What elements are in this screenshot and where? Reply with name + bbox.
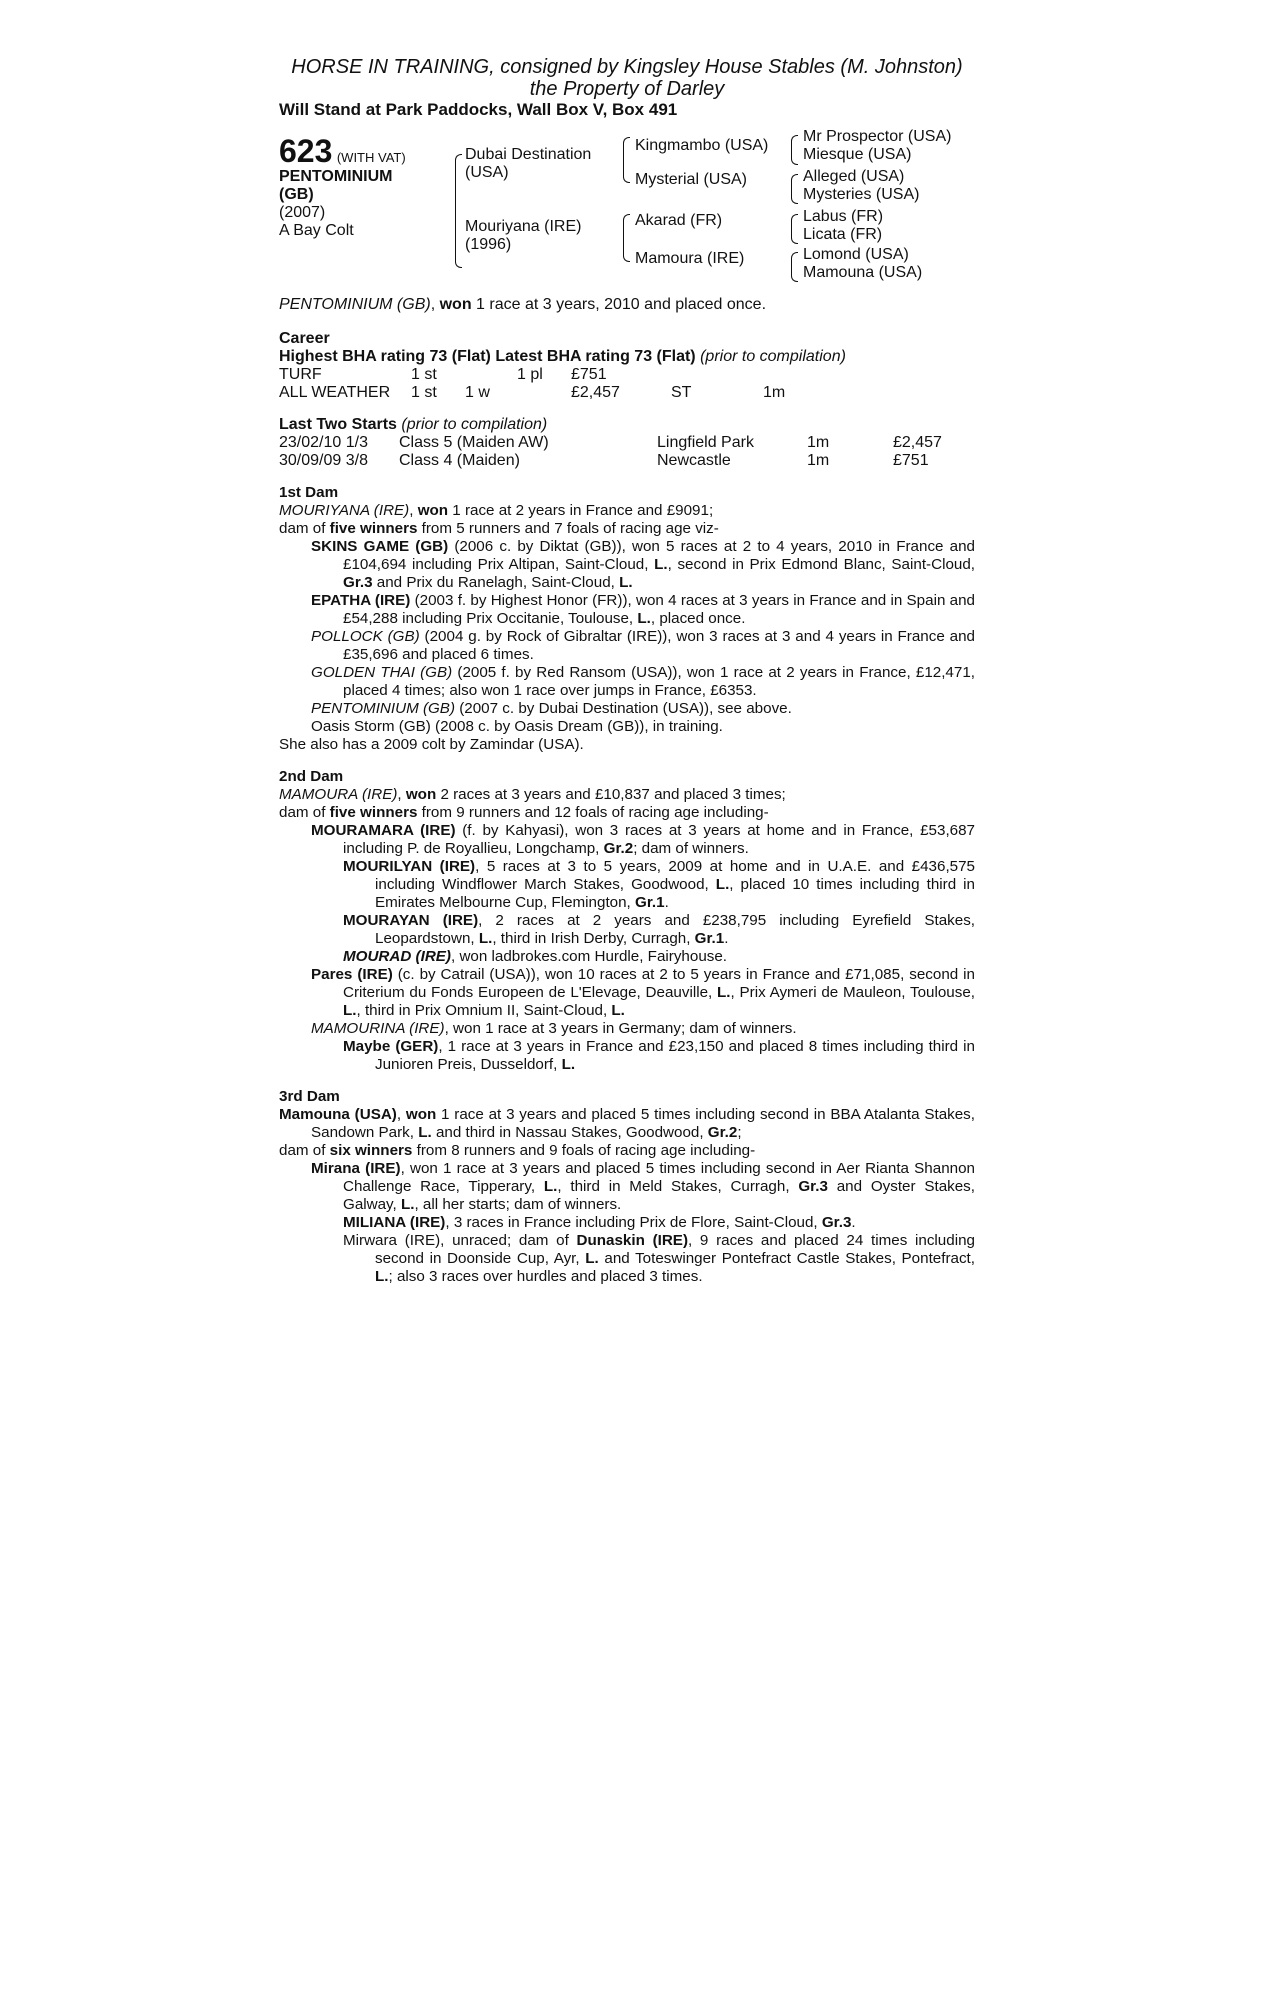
pedigree-brace-3 <box>623 214 630 262</box>
horse-country: (GB) <box>279 186 314 203</box>
dam-sire-dam: Licata (FR) <box>803 226 883 243</box>
third-dam-title: 3rd Dam <box>279 1088 340 1105</box>
career-title: Career <box>279 330 330 347</box>
produce-entry: MOURAD (IRE), won ladbrokes.com Hurdle, Fairyhouse. <box>343 948 728 965</box>
property-line: the Property of Darley <box>529 78 725 100</box>
start-row: 30/09/09 3/8 Class 4 (Maiden) Newcastle 1m £751 <box>279 452 929 469</box>
lot-number-line <box>279 134 406 168</box>
consignor-line: HORSE IN TRAINING, consigned by Kingsley House Stables (M. Johnston) <box>291 56 963 78</box>
produce-entry: POLLOCK (GB) (2004 g. by Rock of Gibraltar (IRE)), won 3 races at 3 and 4 years in France and £35,696 and placed 6 times. <box>311 628 975 663</box>
second-dam-record: MAMOURA (IRE), won 2 races at 3 years and £10,837 and placed 3 times; <box>279 786 786 803</box>
second-dam-title: 2nd Dam <box>279 768 344 785</box>
produce-entry: GOLDEN THAI (GB) (2005 f. by Red Ransom (USA)), won 1 race at 2 years in France, £12,471, placed 4 times; also won 1 race over jumps in France, £6353. <box>311 664 975 699</box>
produce-entry: Pares (IRE) (c. by Catrail (USA)), won 10 races at 2 to 5 years in France and £71,085, second in Criterium du Fonds Europeen de L'Elevage, Deauville, L., Prix Aymeri de Mauleon, Toulouse, L., third in Prix Omnium II, Saint-Cloud, L. <box>311 966 975 1019</box>
last-starts-title: Last Two Starts (prior to compilation) <box>279 416 548 433</box>
sire-sire-sire: Mr Prospector (USA) <box>803 128 952 145</box>
first-dam-record: MOURIYANA (IRE), won 1 race at 2 years in France and £9091; <box>279 502 714 519</box>
race-summary: PENTOMINIUM (GB), won 1 race at 3 years, 2010 and placed once. <box>279 296 767 313</box>
produce-entry: MAMOURINA (IRE), won 1 race at 3 years in Germany; dam of winners. <box>311 1020 797 1037</box>
pedigree-brace-7 <box>791 252 798 282</box>
horse-description: A Bay Colt <box>279 222 354 239</box>
produce-entry: MOURAYAN (IRE), 2 races at 2 years and £238,795 including Eyrefield Stakes, Leopardstown, L., third in Irish Derby, Curragh, Gr.1. <box>343 912 976 947</box>
dam-dam-dam: Mamouna (USA) <box>803 264 923 281</box>
dam-year: (1996) <box>465 236 512 253</box>
produce-entry: Mirana (IRE), won 1 race at 3 years and placed 5 times including second in Aer Rianta Shannon Challenge Race, Tipperary, L., third in Meld Stakes, Curragh, Gr.3 and Oyster Stakes, Galway, L., all her starts; dam of winners. <box>311 1160 975 1213</box>
sire-dam: Mysterial (USA) <box>635 171 748 188</box>
third-dam-section <box>279 1088 975 1286</box>
career-turf-row: TURF 1 st 1 pl £751 <box>279 366 607 383</box>
dam-dam: Mamoura (IRE) <box>635 250 745 267</box>
career-aw-row: ALL WEATHER 1 st 1 w £2,457 ST 1m <box>279 384 786 401</box>
start-row: 23/02/10 1/3 Class 5 (Maiden AW) Lingfield Park 1m £2,457 <box>279 434 942 451</box>
page-header <box>279 56 975 120</box>
pedigree-brace-5 <box>791 174 798 204</box>
career-section <box>279 330 975 402</box>
bha-rating: Highest BHA rating 73 (Flat) Latest BHA rating 73 (Flat) (prior to compilation) <box>279 348 846 365</box>
first-dam-produce: dam of five winners from 5 runners and 7 foals of racing age viz- <box>279 520 719 537</box>
produce-entry: EPATHA (IRE) (2003 f. by Highest Honor (FR)), won 4 races at 3 years in France and in Spain and £54,288 including Prix Occitanie, Toulouse, L., placed once. <box>311 592 976 627</box>
sire-dam-sire: Alleged (USA) <box>803 168 905 185</box>
produce-entry: MOURAMARA (IRE) (f. by Kahyasi), won 3 races at 3 years at home and in France, £53,687 including P. de Royallieu, Longchamp, Gr.2; dam of winners. <box>311 822 975 857</box>
produce-note: She also has a 2009 colt by Zamindar (USA). <box>279 736 584 753</box>
sire-country: (USA) <box>465 164 509 181</box>
produce-entry: MILIANA (IRE), 3 races in France including Prix de Flore, Saint-Cloud, Gr.3. <box>343 1214 856 1231</box>
pedigree-brace-1 <box>455 154 462 268</box>
dam-sire: Akarad (FR) <box>635 212 723 229</box>
third-dam-produce: dam of six winners from 8 runners and 9 foals of racing age including- <box>279 1142 756 1159</box>
produce-entry: Mirwara (IRE), unraced; dam of Dunaskin (IRE), 9 races and placed 24 times including second in Doonside Cup, Ayr, L. and Toteswinger Pontefract Castle Stakes, Pontefract, L.; also 3 races over hurdles and placed 3 times. <box>343 1232 975 1285</box>
stand-line: Will Stand at Park Paddocks, Wall Box V, Box 491 <box>279 100 678 119</box>
third-dam-record: Mamouna (USA), won 1 race at 3 years and placed 5 times including second in BBA Atalanta Stakes, Sandown Park, L. and third in Nassau Stakes, Goodwood, Gr.2; <box>279 1106 975 1141</box>
produce-entry: Oasis Storm (GB) (2008 c. by Oasis Dream (GB)), in training. <box>311 718 723 735</box>
dam-name: Mouriyana (IRE) <box>465 218 582 235</box>
pedigree-brace-4 <box>791 135 798 165</box>
dam-sire-sire: Labus (FR) <box>803 208 884 225</box>
horse-year: (2007) <box>279 204 326 221</box>
lot-number: 623 <box>279 133 333 169</box>
sire-name: Dubai Destination <box>465 146 592 163</box>
horse-name: PENTOMINIUM <box>279 168 393 185</box>
produce-entry: MOURILYAN (IRE), 5 races at 3 to 5 years, 2009 at home and in U.A.E. and £436,575 including Windflower March Stakes, Goodwood, L., placed 10 times including third in Emirates Melbourne Cup, Flemington, Gr.1. <box>343 858 976 911</box>
sire-dam-dam: Mysteries (USA) <box>803 186 920 203</box>
first-dam-title: 1st Dam <box>279 484 339 501</box>
vat-label: (WITH VAT) <box>336 150 406 165</box>
pedigree-brace-2 <box>623 137 630 183</box>
second-dam-section <box>279 768 975 1074</box>
catalogue-page <box>279 56 975 1286</box>
sire-sire-dam: Miesque (USA) <box>803 146 912 163</box>
second-dam-produce: dam of five winners from 9 runners and 12 foals of racing age including- <box>279 804 769 821</box>
produce-entry: SKINS GAME (GB) (2006 c. by Diktat (GB)), won 5 races at 2 to 4 years, 2010 in France and £104,694 including Prix Altipan, Saint-Cloud, L., second in Prix Edmond Blanc, Saint-Cloud, Gr.3 and Prix du Ranelagh, Saint-Cloud, L. <box>311 538 975 591</box>
produce-entry: PENTOMINIUM (GB) (2007 c. by Dubai Destination (USA)), see above. <box>311 700 792 717</box>
dam-dam-sire: Lomond (USA) <box>803 246 909 263</box>
produce-entry: Maybe (GER), 1 race at 3 years in France and £23,150 and placed 8 times including third in Junioren Preis, Dusseldorf, L. <box>343 1038 975 1073</box>
pedigree-block <box>279 128 975 294</box>
sire-sire: Kingmambo (USA) <box>635 137 769 154</box>
first-dam-section <box>279 484 975 754</box>
last-starts-section <box>279 416 975 470</box>
pedigree-brace-6 <box>791 214 798 244</box>
